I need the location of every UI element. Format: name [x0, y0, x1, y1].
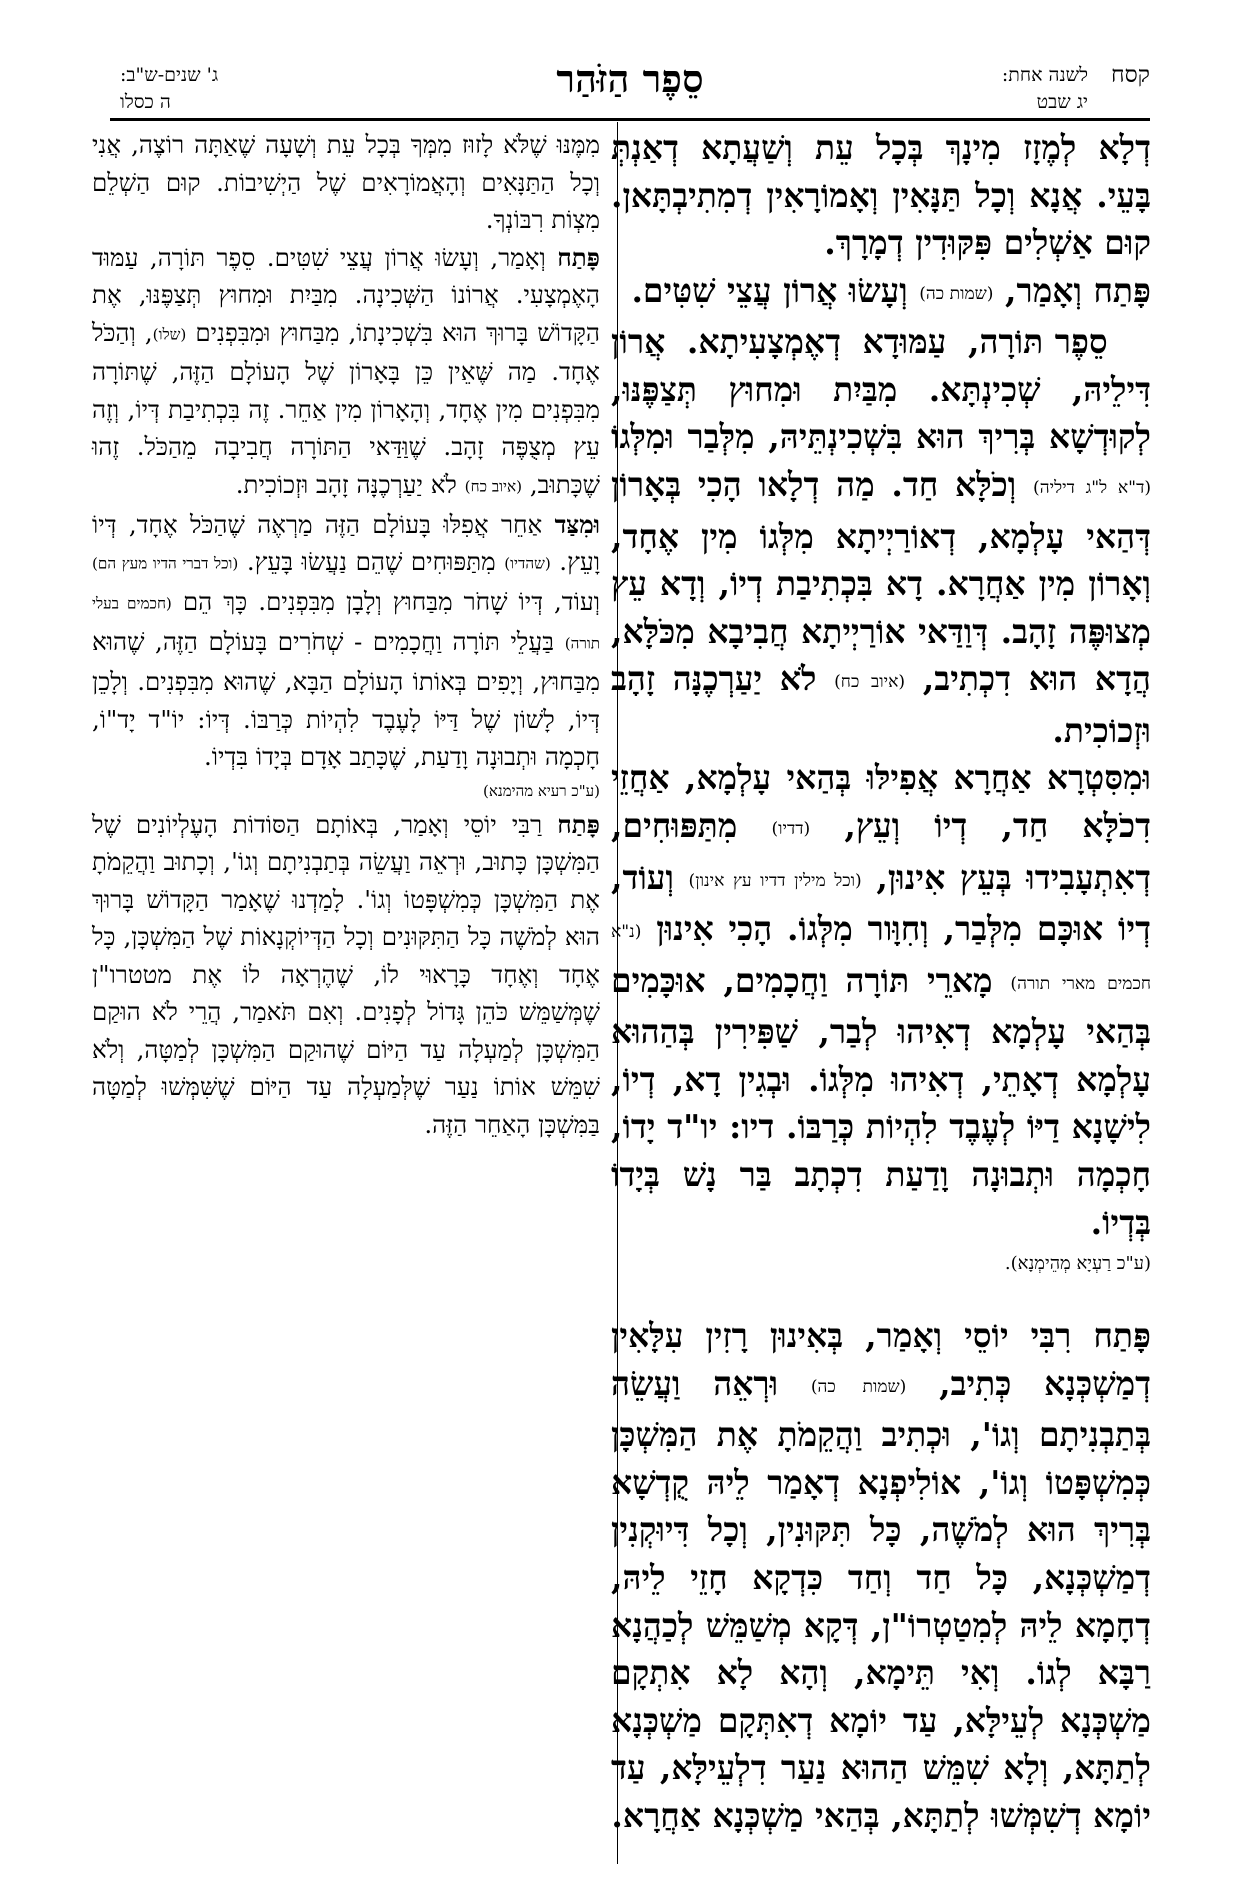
citation: (ד"א ל"ג דיליה): [1033, 478, 1152, 498]
aramaic-paragraph-2: פָּתַח וְאָמַר, (שמות כה) וְעָשׂוּ אֲרוֹן עֲצֵי שִׁטִּים.: [631, 270, 1151, 310]
citation: (חכמים בעלי תורה): [92, 594, 600, 653]
citation: (שמות כה): [919, 283, 994, 304]
citation: (שהדיו): [504, 554, 551, 573]
hebrew-paragraph-3: וּמִצַּד אַחֵר אֲפִלּוּ בָּעוֹלָם הַזֶּה מַרְאֶה שֶׁהַכֹּל אֶחָד, דְּיוֹ וָעֵץ. (שהדיו) מִתַּפּוּחִים שֶׁהֵם נַעֲשׂוּ בָּעֵץ. (וכל דברי הדיו מעץ הם) וְעוֹד, דְּיוֹ שָׁחֹר מִבַּחוּץ וְלָבָן מִבִּפְנִים. כָּךְ הֵם (חכמים בעלי תורה) בַּעֲלֵי תּוֹרָה וַחֲכָמִים - שְׁחֹרִים בָּעוֹלָם הַזֶּה, שֶׁהוּא מִבַּחוּץ, וְיָפִים בְּאוֹתוֹ הָעוֹלָם הַבָּא, שֶׁהוּא מִבִּפְנִים. וְלָכֵן דְּיוֹ, לָשׁוֹן שֶׁל דַּיּוֹ לָעֶבֶד לִהְיוֹת כְּרַבּוֹ. דְּיוֹ: יוֹ"ד יָד"וֹ, חָכְמָה וּתְבוּנָה וָדַעַת, שֶׁכָּתַב אָדָם בְּיָדוֹ בִּדְיוֹ. (ע"כ רעיא מהימנא): [92, 506, 600, 806]
page-header: [110, 56, 1150, 116]
hebrew-translation-column: [92, 126, 600, 1143]
aramaic-paragraph-5: פָּתַח רִבִּי יוֹסֵי וְאָמַר, בְּאִינוּן רָזִין עִלָּאִין דְמַשְׁכְּנָא כְּתִיב, (שמות כה) וּרְאֵה וַעֲשֵׂה בְּתַבְנִיתָם וְגוֹ', וּכְתִיב וַהֲקֵמֹתָ אֶת הַמִּשְׁכָּן כְּמִשְׁפָּטוֹ וְגוֹ', אוֹלִיפְנָא דְאָמַר לֵיהּ קֻדְשָׁא בְּרִיךְ הוּא לְמֹשֶׁה, כָּל תִּקּוּנִין, וְכָל דִּיוּקְנִין דְמַשְׁכְּנָא, כָּל חַד וְחַד כִּדְקָא חָזֵי לֵיהּ, דְחָמָא לֵיהּ לְמִטַטְרוֹ"ן, דְּקָא מְשַׁמֵּשׁ לְכַהֲנָא רַבָּא לְגוֹ. וְאִי תֵּימָא, וְהָא לָא אִתְקָם מַשְׁכְּנָא לְעֵילָּא, עַד יוֹמָא דְאִתְּקָם מַשְׁכְּנָא לְתַתָּא, וְלָא שִׁמֵּשׁ הַהוּא נַעַר דִלְעֵילָּא, עַד יוֹמָא דְשִׁמְּשׁוּ לְתַתָּא, בְּהַאי מַשְׁכְּנָא אַחֲרָא.: [611, 1316, 1152, 1835]
hebrew-paragraph-1: מִמֶּנּוּ שֶׁלֹּא לָזוּז מִמְּךָ בְּכָל עֵת וְשָׁעָה שֶׁאַתָּה רוֹצֶה, אֲנִי וְכָל הַתַּנָּאִים וְהָאֲמוֹרָאִים שֶׁל הַיְשִׁיבוֹת. קוּם הַשְׁלֵם מִצְוֹת רִבּוֹנְךָ.: [92, 130, 600, 234]
citation: (וכל מילין דדיו עץ אינון): [688, 870, 862, 891]
header-right-line2: יג שבט: [1036, 91, 1088, 113]
citation: (שמות כה): [810, 1376, 907, 1397]
section-end-note: (ע"כ רַעְיָא מְהֵימְנָא).: [1004, 1253, 1151, 1275]
aramaic-paragraph-4: וּמִסִּטְרָא אַחֲרָא אֲפִילּוּ בְּהַאי עָלְמָא, אַחֲזֵי דִכֹלָּא חַד, דְיוֹ וְעֵץ, (דדיו) מִתַּפּוּחִים, דְאִתְעָבִידוּ בְּעֵץ אִינוּן, (וכל מילין דדיו עץ אינון) וְעוֹד, דְיוֹ אוּכָּם מִלְּבַר, וְחִוָּור מִלְּגוֹ. הָכִי אִינוּן (נ"א חכמים מארי תורה) מָארֵי תּוֹרָה וַחֲכָמִים, אוּכָּמִים בְּהַאי עָלְמָא דְאִיהוּ לְבַר, שַׁפִּירִין בְּהַהוּא עָלְמָא דְאָתֵי, דְאִיהוּ מִלְּגוֹ. וּבְגִין דָא, דְיוֹ, לִישָׁנָא דַיּוֹ לְעֶבֶד לִהְיוֹת כְּרַבּוֹ. דיו: יו"ד יָדוֹ, חָכְמָה וּתְבוּנָה וָדַעַת דִכְתָב בַּר נָשׁ בְּיָדוֹ בְּדְיוֹ. (ע"כ רַעְיָא מְהֵימְנָא).: [611, 754, 1151, 1282]
hebrew-paragraph-2: פָּתַח וְאָמַר, וְעָשׂוּ אֲרוֹן עֲצֵי שִׁטִּים. סֵפֶר תּוֹרָה, עַמּוּד הָאֶמְצָעִי. אֲרוֹנוֹ הַשְּׁכִינָה. מִבַּיִת וּמִחוּץ תְּצַפֶּנּוּ, אֶת הַקָּדוֹשׁ בָּרוּךְ הוּא בִּשְׁכִינָתוֹ, מִבַּחוּץ וּמִבִּפְנִים (שלו), וְהַכֹּל אֶחָד. מַה שֶּׁאֵין כֵּן בָּאָרוֹן שֶׁל הָעוֹלָם הַזֶּה, שֶׁתּוֹרָה מִבִּפְנִים מִין אֶחָד, וְהָאָרוֹן מִין אַחֵר. זֶה בִּכְתִיבַת דְּיוֹ, וְזֶה עֵץ מְצֻפֶּה זָהָב. שֶׁוַּדַּאי הַתּוֹרָה חֲבִיבָה מֵהַכֹּל. זֶהוּ שֶׁכָּתוּב, (איוב כח) לֹא יַעַרְכֶנָּה זָהָב וּזְכוֹכִית.: [92, 242, 600, 499]
header-schedule-three-years: [120, 62, 218, 116]
header-right-line1: לשנה אחת:: [1001, 64, 1088, 86]
aramaic-column: [611, 124, 1151, 1840]
header-left-line2: ה כסלו: [120, 91, 171, 113]
citation: (שלו): [152, 324, 187, 343]
header-left-line1: ג' שנים-ש"ב:: [120, 64, 219, 86]
citation: (איוב כח): [834, 672, 906, 693]
aramaic-paragraph-1: דְלָא לְמֶזָז מִינָךְ בְּכָל עֵת וְשַׁעֲתָא דְאַנְתְּ בָּעֵי. אֲנָא וְכָל תַּנָּאִין וְאָמוֹרָאִין דְמִתִיבְתָּאן. קוּם אַשְׁלִים פִּקּוּדִין דְמָרָךְ.: [611, 128, 1151, 263]
citation: (דדיו): [771, 819, 811, 839]
page-number: קסח: [1110, 62, 1150, 88]
book-title: סֵפֶר הַזֹּהַר: [556, 56, 704, 101]
hebrew-paragraph-4: פָּתַח רַבִּי יוֹסֵי וְאָמַר, בְּאוֹתָם הַסּוֹדוֹת הָעֶלְיוֹנִים שֶׁל הַמִּשְׁכָּן כָּתוּב, וּרְאֵה וַעֲשֵׂה בְּתַבְנִיתָם וְגוֹ', וְכָתוּב וַהֲקֵמֹתָ אֶת הַמִּשְׁכָּן כְּמִשְׁפָּטוֹ וְגוֹ'. לָמַדְנוּ שֶׁאָמַר הַקָּדוֹשׁ בָּרוּךְ הוּא לְמֹשֶׁה כָּל הַתִּקּוּנִים וְכָל הַדְּיוֹקְנָאוֹת שֶׁל הַמִּשְׁכָּן, כָּל אֶחָד וְאֶחָד כָּרָאוּי לוֹ, שֶׁהֶרְאָה לוֹ אֶת מטטרו"ן שֶׁמְּשַׁמֵּשׁ כֹּהֵן גָּדוֹל לְפָנִים. וְאִם תֹּאמַר, הֲרֵי לֹא הוּקַם הַמִּשְׁכָּן לְמַעְלָה עַד הַיּוֹם שֶׁהוּקַם הַמִּשְׁכָּן לְמַטָּה, וְלֹא שִׁמֵּשׁ אוֹתוֹ נַעַר שֶׁלְּמַעְלָה עַד הַיּוֹם שֶׁשִּׁמְּשׁוּ לְמַטָּה בַּמִּשְׁכָּן הָאַחֵר הַזֶּה.: [92, 809, 600, 1139]
section-end-note: (ע"כ רעיא מהימנא): [483, 781, 600, 800]
aramaic-paragraph-3: סֵפֶר תּוֹרָה, עַמּוּדָא דְאֶמְצָעִיתָא. אֲרוֹן דִּילֵיהּ, שְׁכִינְתָּא. מִבַּיִת וּמִחוּץ תְּצַפֶּנּוּ, לְקוּדְשָׁא בְּרִיךְ הוּא בִּשְׁכִינְתֵּיהּ, מִלְּבַר וּמִלְּגוֹ (ד"א ל"ג דיליה) וְכֹלָּא חַד. מַה דְלָאו הָכִי בְּאָרוֹן דְּהַאי עָלְמָא, דְאוֹרַיְיתָא מִלְּגוֹ מִין אֶחָד, וְאָרוֹן מִין אַחֲרָא. דָא בִּכְתִיבַת דְיוֹ, וְדָא עֵץ מְצוּפֶּה זָהָב. דְּוַדַּאי אוֹרַיְיתָא חֲבִיבָא מִכֹּלָּא, הֲדָא הוּא דִכְתִיב, (איוב כח) לֹא יַעַרְכֶנָּה זָהָב וּזְכוֹכִית.: [611, 322, 1152, 750]
citation: (וכל דברי הדיו מעץ הם): [92, 554, 239, 573]
citation: (נ"א חכמים מארי תורה): [611, 922, 1151, 994]
citation: (איוב כח): [464, 477, 523, 496]
header-rule: [110, 118, 1150, 121]
